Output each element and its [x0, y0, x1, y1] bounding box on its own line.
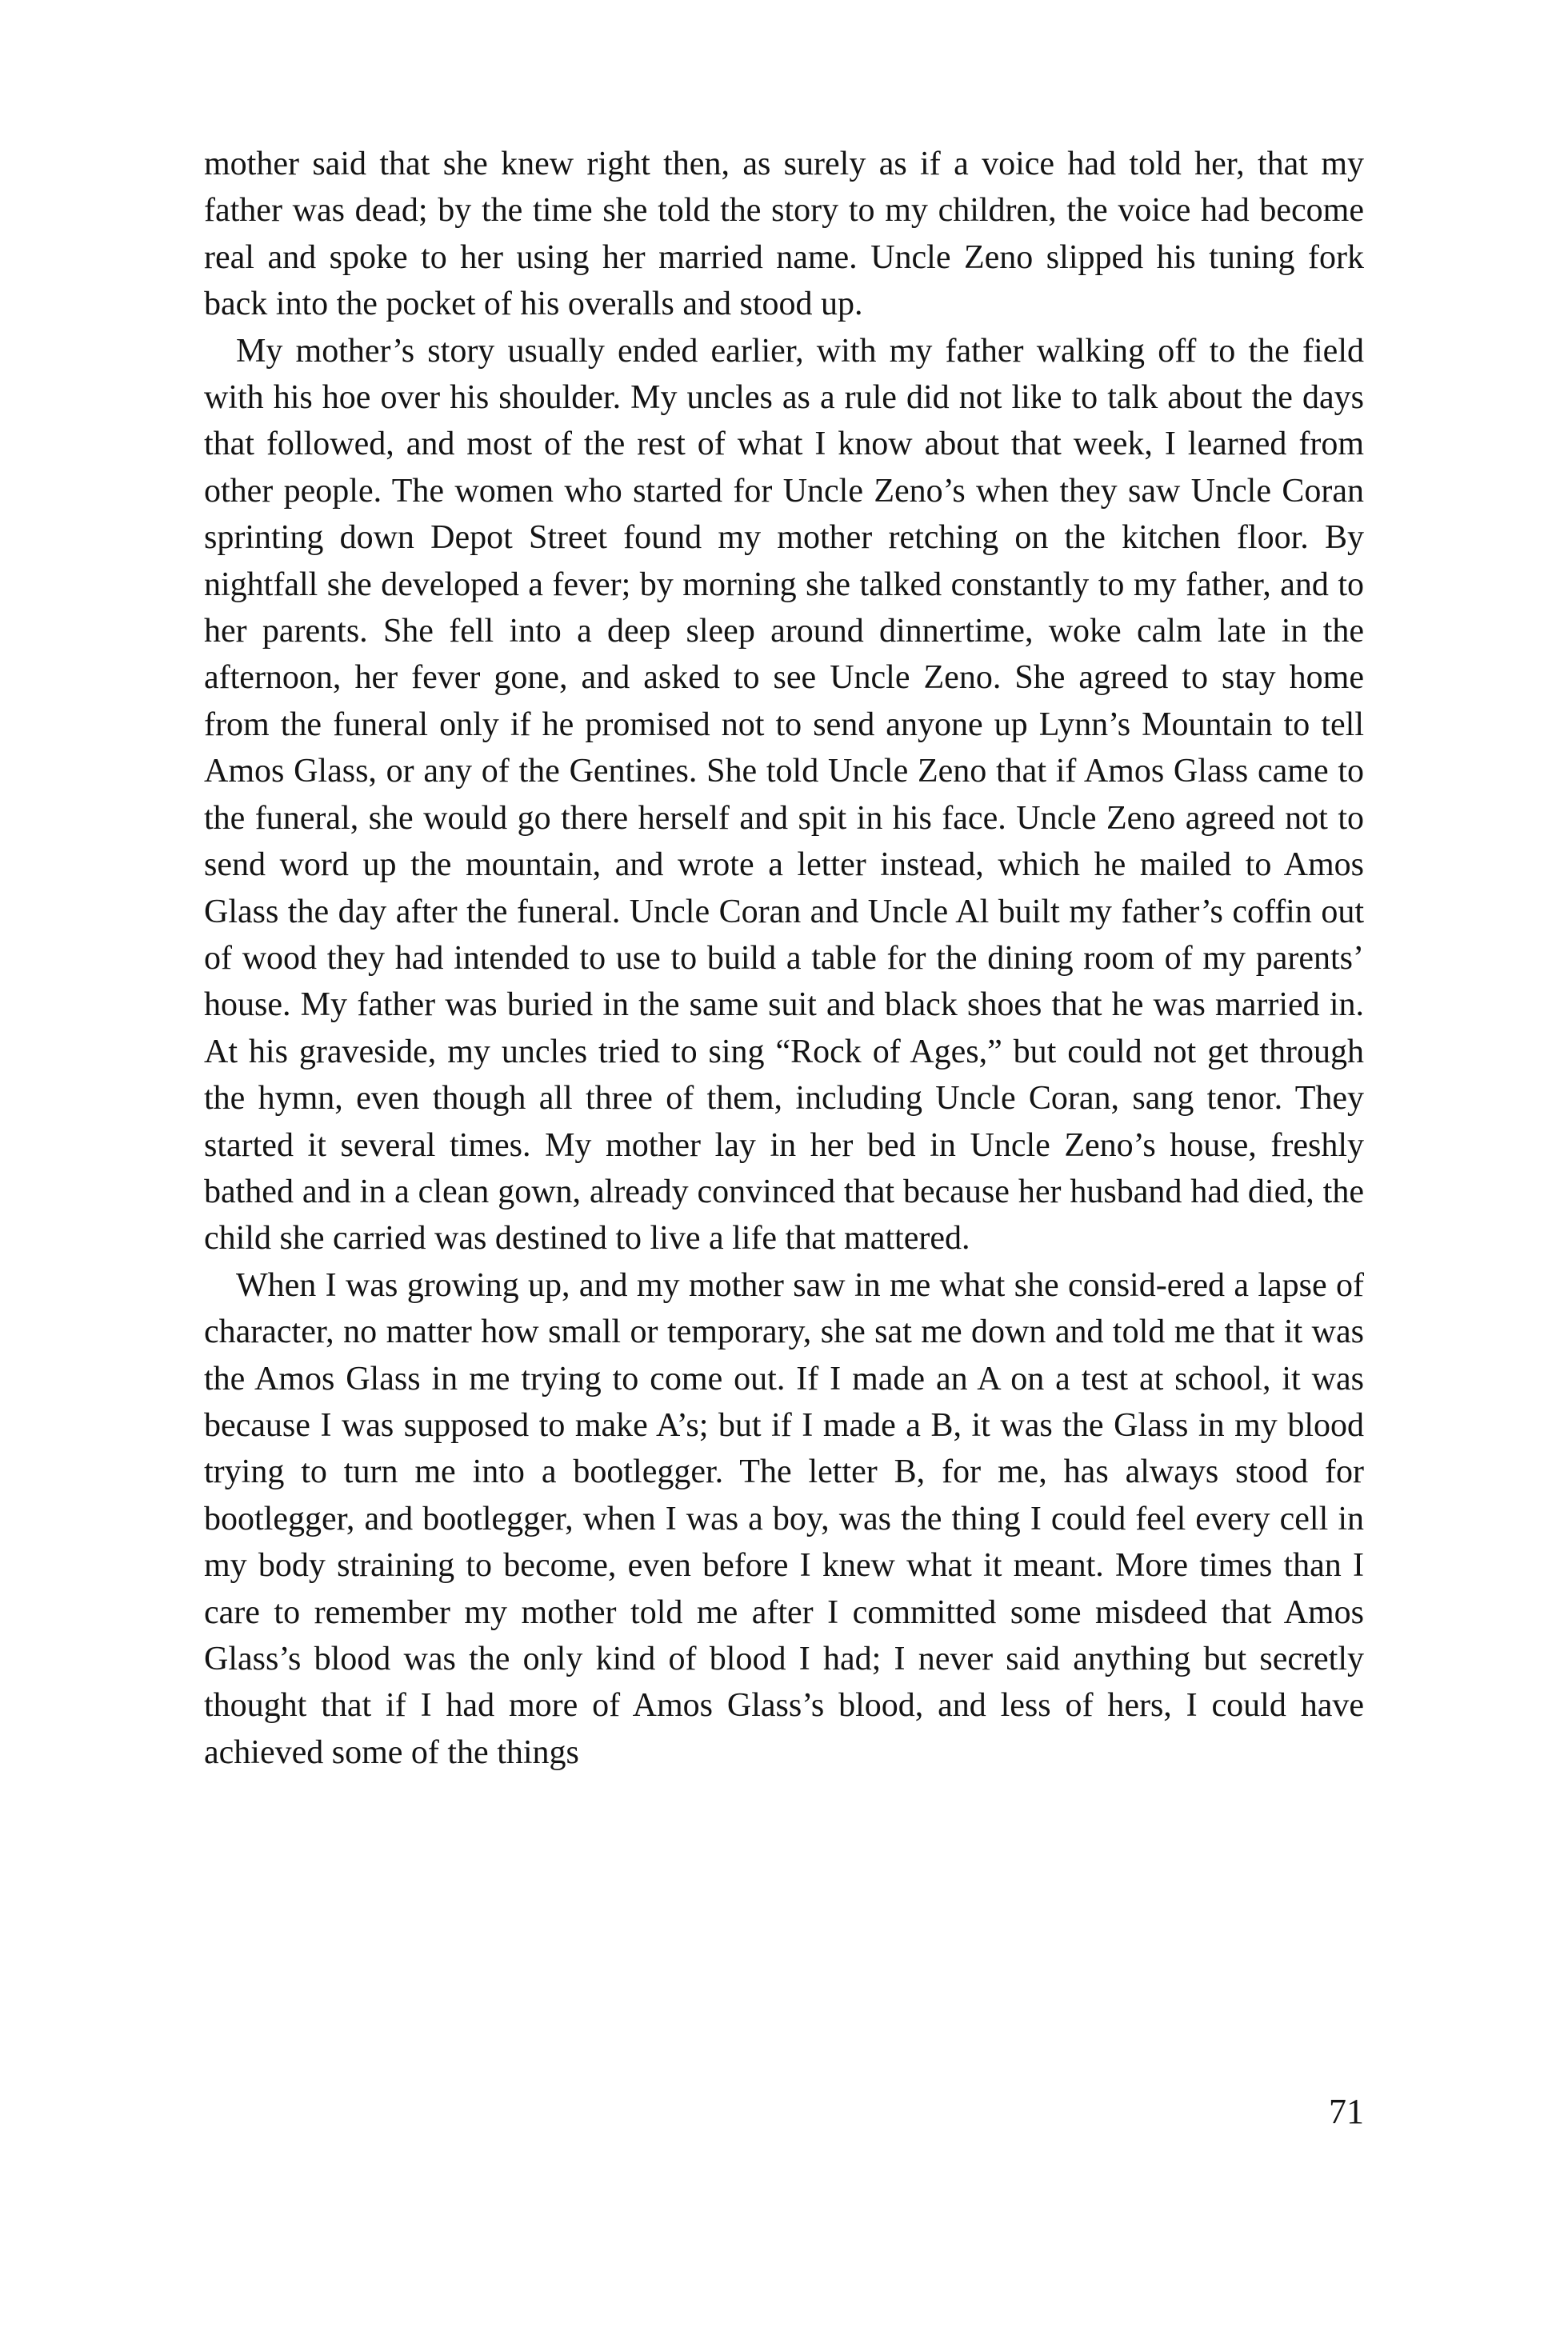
page-number: 71	[1329, 2092, 1364, 2131]
paragraph-growing-up: When I was growing up, and my mother saw in me what she consid-ered a lapse of character, no matter how small or temporary, she sat me down and told me that it was the Amos Glass in me trying to come out. If I made an A on a test at school, it was because I was supposed to make A’s; but if I made a B, it was the Glass in my blood trying to turn me into a bootlegger. The letter B, for me, has always stood for bootlegger, and bootlegger, when I was a boy, was the thing I could feel every cell in my body straining to become, even before I knew what it meant. More times than I care to remember my mother told me after I committed some misdeed that Amos Glass’s blood was the only kind of blood I had; I never said anything but secretly thought that if I had more of Amos Glass’s blood, and less of hers, I could have achieved some of the things	[204, 1266, 1364, 1771]
paragraph-story-ending: My mother’s story usually ended earlier, with my father walking off to the field with his hoe over his shoulder. My uncles as a rule did not like to talk about the days that followed, and most of the rest of what I know about that week, I learned from other people. The women who started for Uncle Zeno’s when they saw Uncle Coran sprinting down Depot Street found my mother retching on the kitchen floor. By nightfall she developed a fever; by morning she talked constantly to my father, and to her parents. She fell into a deep sleep around dinnertime, woke calm late in the afternoon, her fever gone, and asked to see Uncle Zeno. She agreed to stay home from the funeral only if he promised not to send anyone up Lynn’s Mountain to tell Amos Glass, or any of the Gentines. She told Uncle Zeno that if Amos Glass came to the funeral, she would go there herself and spit in his face. Uncle Zeno agreed not to send word up the mountain, and wrote a letter instead, which he mailed to Amos Glass the day after the funeral. Uncle Coran and Uncle Al built my father’s coffin out of wood they had intended to use to build a table for the dining room of my parents’ house. My father was buried in the same suit and black shoes that he was married in. At his graveside, my uncles tried to sing “Rock of Ages,” but could not get through the hymn, even though all three of them, including Uncle Coran, sang tenor. They started it several times. My mother lay in her bed in Uncle Zeno’s house, freshly bathed and in a clean gown, already convinced that because her husband had died, the child she carried was destined to live a life that mattered.	[204, 332, 1364, 1257]
paragraph-continuation: mother said that she knew right then, as surely as if a voice had told her, that my father was dead; by the time she told the story to my children, the voice had become real and spoke to her using her married name. Uncle Zeno slipped his tuning fork back into the pocket of his overalls and stood up.	[204, 146, 1364, 323]
body-text	[204, 141, 1364, 1776]
